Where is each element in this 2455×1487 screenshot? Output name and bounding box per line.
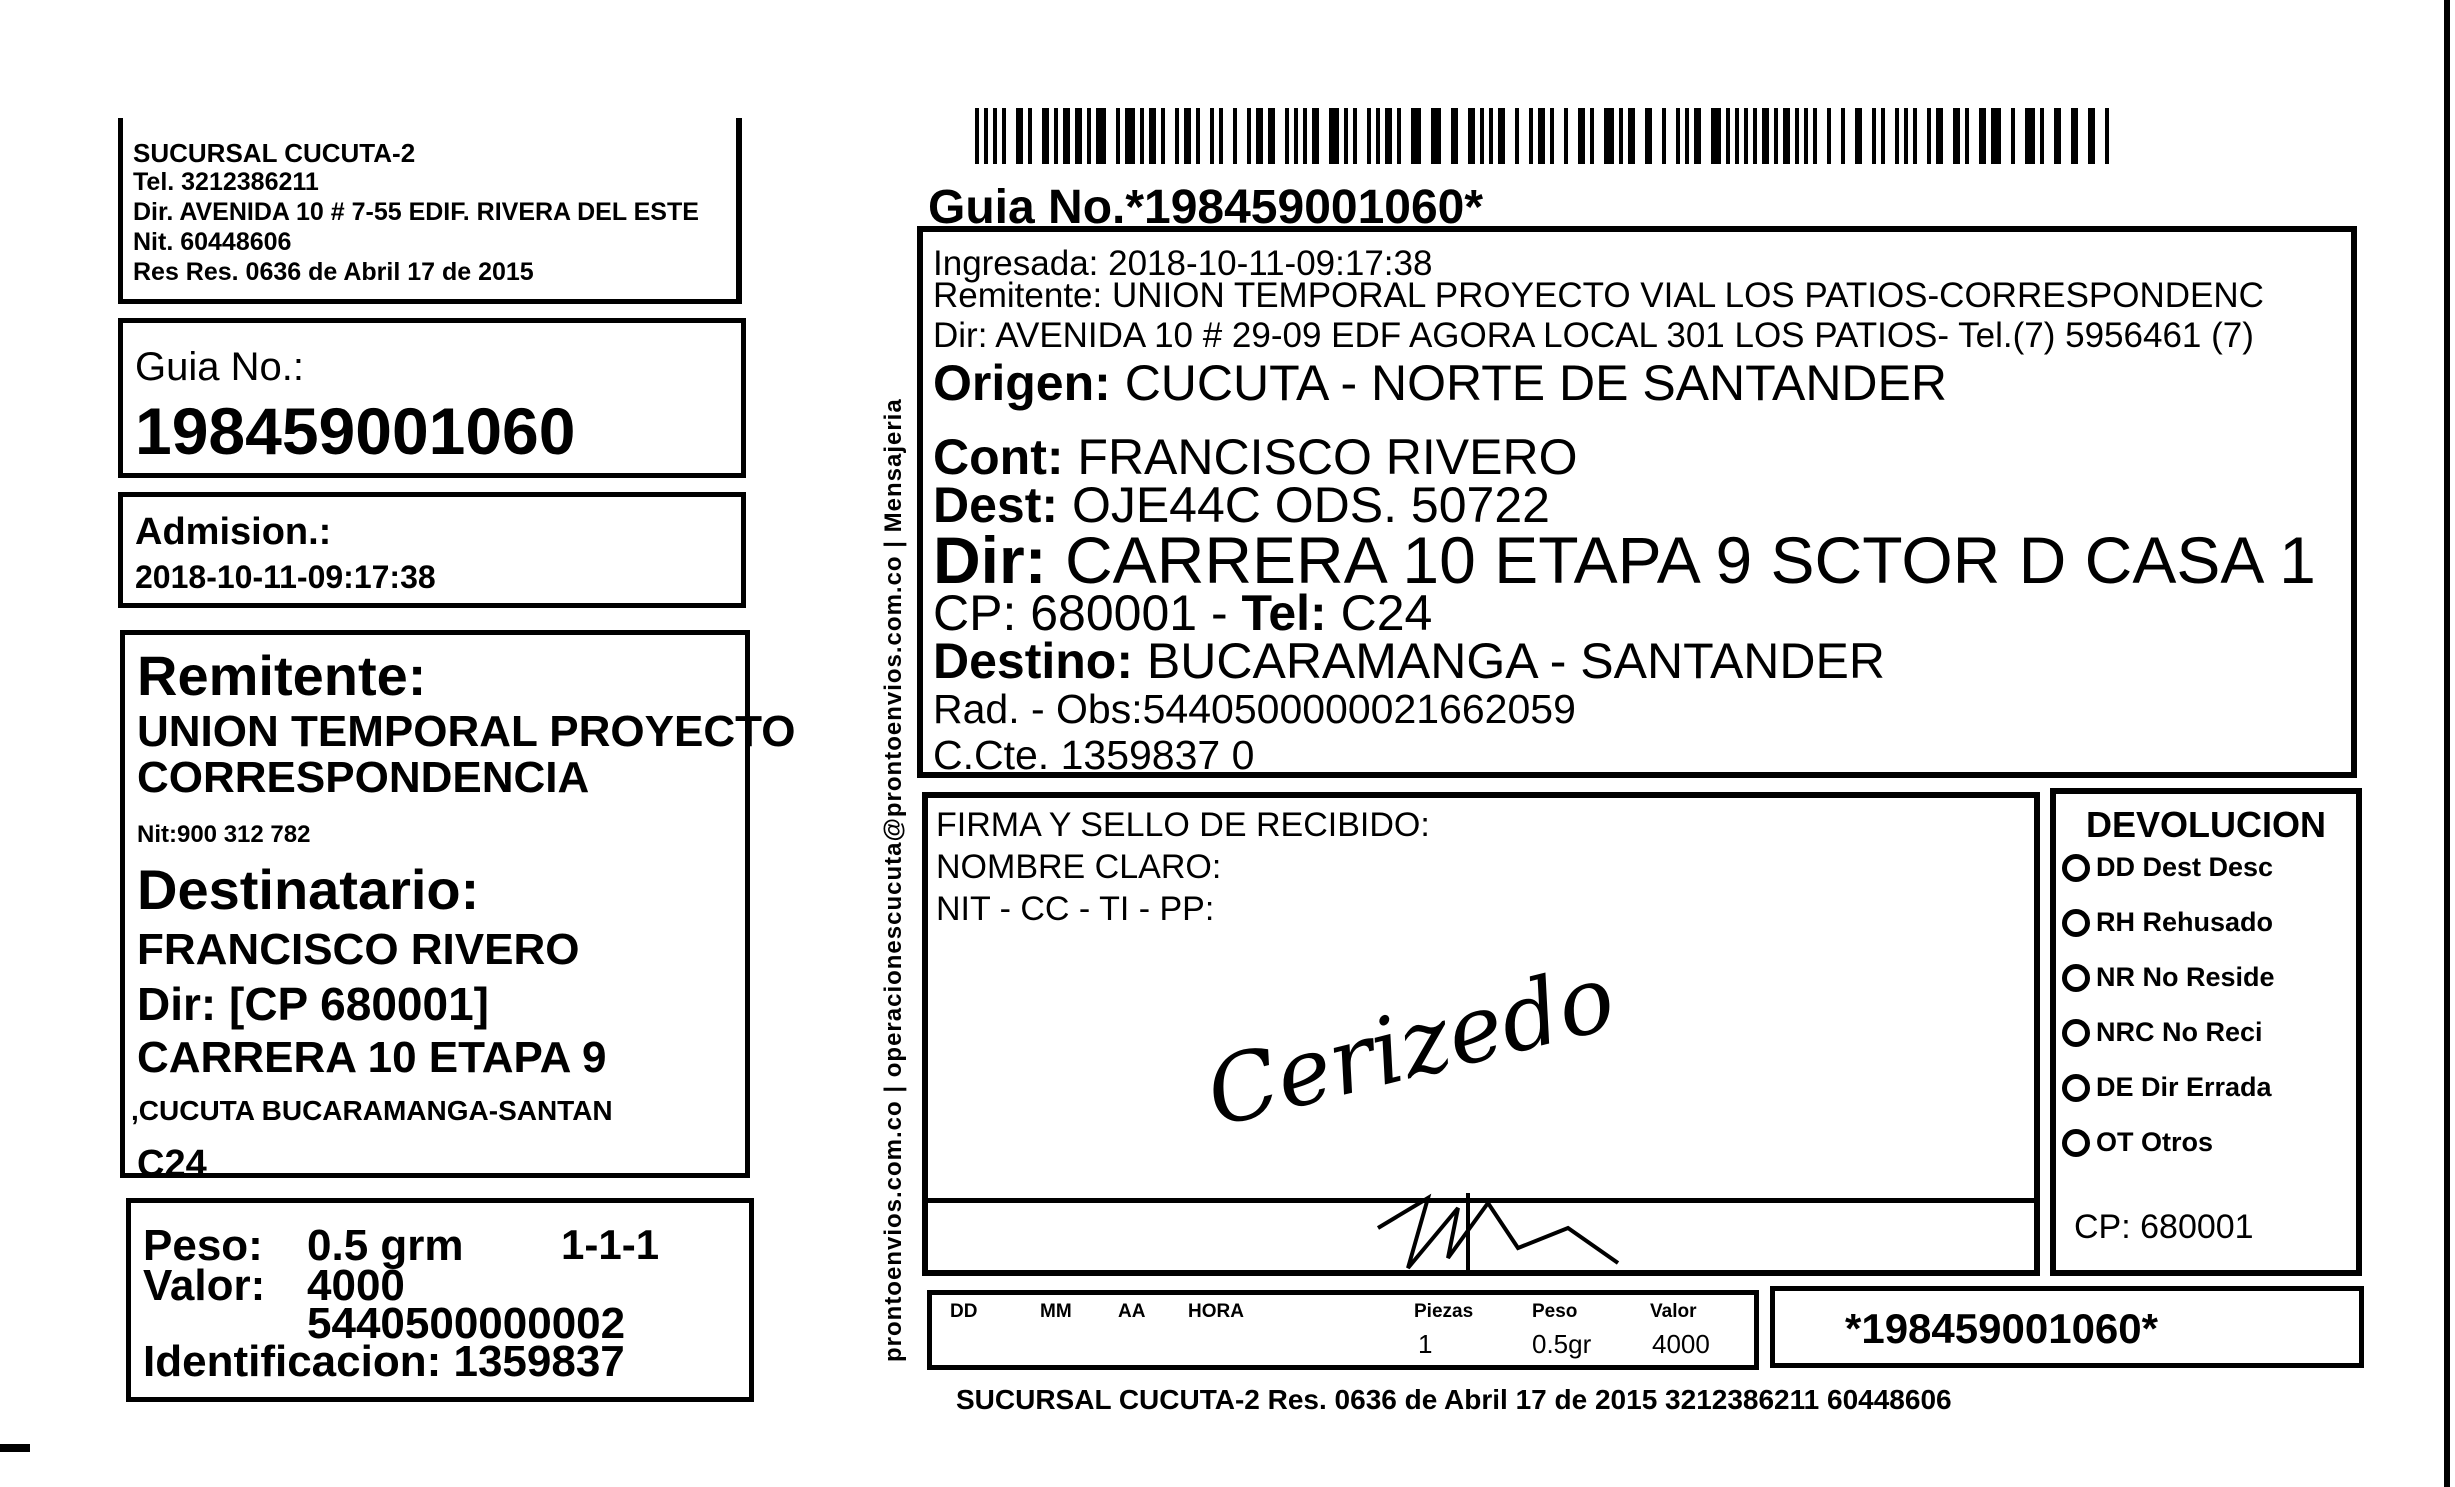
barcode-bar [1578,108,1585,164]
destinatario-address: CARRERA 10 ETAPA 9 [137,1033,607,1082]
barcode-bar [1590,108,1594,164]
barcode-bar [1376,108,1380,164]
destinatario-dir: Dir: [CP 680001] [137,978,489,1030]
barcode-bar [1312,108,1319,164]
barcode-bar [1927,108,1931,164]
barcode-bar [1054,108,1058,164]
devolucion-option-label: NRC No Reci [2096,1017,2263,1047]
table-header-cell: DD [950,1301,978,1322]
origen-value: CUCUTA - NORTE DE SANTANDER [1124,355,1947,411]
barcode-bar [1913,108,1917,164]
devolucion-option-label: DD Dest Desc [2096,852,2274,882]
cp-value: CP: 680001 - [933,585,1242,641]
dir-remitente-line: Dir: AVENIDA 10 # 29-09 EDF AGORA LOCAL 301 LOS PATIOS- Tel.(7) 5956461 (7) [933,316,2254,355]
remitente-nit: Nit:900 312 782 [137,821,311,848]
barcode-bar [1979,108,1986,164]
devolucion-option-checkbox[interactable] [2062,1074,2090,1102]
barcode-bar [1247,108,1251,164]
devolucion-box [2050,788,2362,1276]
barcode-bar [1538,108,1545,164]
table-peso: 0.5gr [1532,1329,1592,1359]
firma-line1: FIRMA Y SELLO DE RECIBIDO: [936,806,1430,844]
barcode-bar [1184,108,1191,164]
ccte-line: C.Cte. 1359837 0 [933,732,1255,778]
barcode-bar [1827,108,1831,164]
barcode-bar [1268,108,1275,164]
barcode-bar [1353,108,1357,164]
remitente-line1: UNION TEMPORAL PROYECTO [137,707,796,756]
branch-nit: Nit. 60448606 [133,228,292,256]
barcode-bar [1711,108,1721,164]
barcode-bar [1431,108,1441,164]
devolucion-option-label: OT Otros [2096,1127,2214,1157]
admision-label: Admision.: [135,511,332,553]
cont-value: FRANCISCO RIVERO [1077,429,1578,485]
barcode-bar [1515,108,1519,164]
barcode-bar [1904,108,1908,164]
table-header-cell: Peso [1532,1301,1578,1322]
barcode-bar [1175,108,1179,164]
tel-value: C24 [1340,585,1433,641]
barcode-bar [1468,108,1475,164]
barcode-top [975,108,2120,164]
cont-label: Cont: [933,429,1064,485]
pieces-count: 1-1-1 [561,1221,660,1268]
ingresada-line: Ingresada: 2018-10-11-09:17:38 [933,244,1433,283]
barcode-bar [1344,108,1348,164]
barcode-bar [1063,108,1070,164]
valor-label: Valor: [143,1261,266,1310]
dir-dest-label: Dir: [933,523,1047,597]
barcode-bar [1219,108,1223,164]
barcode-bar [2071,108,2078,164]
barcode-bar [1096,108,1106,164]
branch-address: Dir. AVENIDA 10 # 7-55 EDIF. RIVERA DEL ESTE [133,198,699,226]
barcode-bar [1480,108,1484,164]
barcode-bar [1397,108,1401,164]
barcode-bar [1498,108,1505,164]
destinatario-tel: C24 [137,1143,207,1185]
barcode-bar [975,108,979,164]
barcode-bar [1726,108,1730,164]
guide-table-box [927,1290,1759,1370]
dir-dest-value: CARRERA 10 ETAPA 9 SCTOR D CASA 1 [1065,523,2316,597]
barcode-bar [1285,108,1289,164]
stamp-scribble [1368,1188,1628,1278]
origen-line [933,354,1947,412]
barcode-bar [1140,108,1144,164]
barcode-bar [1028,108,1032,164]
origen-label: Origen: [933,355,1111,411]
barcode-bar [2088,108,2095,164]
table-header-cell: MM [1040,1301,1072,1322]
barcode-bar [1116,108,1120,164]
barcode-bar [1991,108,2001,164]
guia-box [118,318,746,478]
table-valor: 4000 [1652,1329,1710,1359]
barcode-bar [1149,108,1156,164]
devolucion-option-checkbox[interactable] [2062,909,2090,937]
barcode-bar [2025,108,2035,164]
valor-value: 4000 [307,1261,405,1310]
barcode-bar [1489,108,1493,164]
branch-name: SUCURSAL CUCUTA-2 [133,138,416,168]
barcode-bar [1619,108,1623,164]
barcode-bar [1804,108,1808,164]
barcode-bar [1161,108,1165,164]
barcode-bar [1550,108,1554,164]
rad-line: Rad. - Obs:5440500000021662059 [933,686,1576,732]
barcode-bar [1895,108,1899,164]
right-guia-title: Guia No.*198459001060* [928,181,1484,234]
barcode-bar [1753,108,1757,164]
table-header-cell: Piezas [1414,1301,1474,1322]
barcode-bar [1685,108,1689,164]
barcode-text-box [1770,1286,2364,1368]
table-header-cell: AA [1118,1301,1146,1322]
firma-line3: NIT - CC - TI - PP: [936,890,1215,928]
remitente-line2: CORRESPONDENCIA [137,753,590,802]
barcode-bar [1367,108,1371,164]
devolucion-option-label: RH Rehusado [2096,907,2274,937]
table-header-cell: Valor [1650,1301,1697,1322]
barcode-bar [2011,108,2015,164]
destino-label: Destino: [933,633,1133,689]
barcode-bar [2054,108,2061,164]
barcode-bar [1604,108,1614,164]
barcode-bar [993,108,997,164]
peso-value: 0.5 grm [307,1221,464,1270]
barcode-bar [1774,108,1778,164]
reference-number: 5440500000002 [307,1299,626,1348]
devolucion-option-checkbox[interactable] [2062,1129,2090,1157]
firma-line2: NOMBRE CLARO: [936,848,1222,886]
barcode-bar [1662,108,1666,164]
signature: Cerizedo [1196,943,1625,1148]
devolucion-option-label: NR No Reside [2096,962,2275,992]
barcode-bar [2105,108,2109,164]
barcode-bar [1628,108,1635,164]
admision-box [118,492,746,608]
devolucion-option-checkbox[interactable] [2062,1019,2090,1047]
barcode-bar [984,108,988,164]
barcode-bar [1303,108,1307,164]
barcode-bar [1762,108,1769,164]
barcode-bar [1881,108,1885,164]
remitente-label: Remitente: [137,644,427,707]
barcode-bar [1411,108,1421,164]
barcode-bar [2040,108,2044,164]
barcode-bar [1075,108,1082,164]
barcode-bar [1002,108,1006,164]
parties-box [120,630,796,1185]
scan-edge-mark [0,1444,30,1452]
barcode-text: *198459001060* [1845,1305,2158,1352]
destinatario-name: FRANCISCO RIVERO [137,925,580,974]
dest-label: Dest: [933,477,1059,533]
scan-edge-line [2444,0,2450,1487]
guia-label: Guia No.: [135,345,304,389]
footer-text: SUCURSAL CUCUTA-2 Res. 0636 de Abril 17 de 2015 3212386211 60448606 [956,1384,1952,1415]
barcode-bar [1564,108,1568,164]
barcode-bar [1841,108,1845,164]
barcode-bar [1783,108,1790,164]
barcode-bar [1016,108,1023,164]
table-header-cell: HORA [1188,1301,1244,1322]
devolucion-option-checkbox[interactable] [2062,964,2090,992]
barcode-bar [1795,108,1799,164]
barcode-bar [1196,108,1200,164]
barcode-bar [1042,108,1049,164]
barcode-bar [1694,108,1701,164]
barcode-bar [1872,108,1876,164]
dest-value: OJE44C ODS. 50722 [1071,477,1550,533]
summary-box [126,1198,754,1402]
barcode-bar [1965,108,1969,164]
admision-datetime: 2018-10-11-09:17:38 [135,559,436,595]
table-piezas: 1 [1418,1329,1433,1359]
barcode-bar [1744,108,1748,164]
barcode-bar [1529,108,1533,164]
barcode-bar [1813,108,1817,164]
barcode-bar [1735,108,1739,164]
devolucion-cp: CP: 680001 [2074,1208,2254,1246]
destinatario-label: Destinatario: [137,858,480,921]
barcode-bar [1676,108,1680,164]
remitente-line: Remitente: UNION TEMPORAL PROYECTO VIAL LOS PATIOS-CORRESPONDENC [933,276,2264,315]
barcode-bar [1451,108,1458,164]
destino-line [933,632,1885,690]
barcode-bar [1294,108,1298,164]
details-box [917,226,2357,778]
devolucion-option-checkbox[interactable] [2062,854,2090,882]
barcode-bar [1210,108,1214,164]
devolucion-title: DEVOLUCION [2086,804,2327,845]
barcode-bar [1233,108,1237,164]
barcode-bar [1645,108,1652,164]
peso-label: Peso: [143,1221,263,1270]
destino-value: BUCARAMANGA - SANTANDER [1146,633,1885,689]
branch-resolution: Res Res. 0636 de Abril 17 de 2015 [133,258,534,286]
guia-number: 198459001060 [135,394,576,468]
identificacion: Identificacion: 1359837 [143,1337,625,1386]
barcode-bar [1087,108,1091,164]
destinatario-city: ,CUCUTA BUCARAMANGA-SANTAN [131,1095,613,1126]
devolucion-option-label: DE Dir Errada [2096,1072,2272,1102]
firma-box [922,792,2040,1276]
branch-info-box [118,118,742,304]
vertical-contact-text: prontoenvios.com.co | operacionescucuta@prontoenvios.com.co | Mensajeria [880,398,907,1362]
barcode-bar [1256,108,1263,164]
barcode-bar [1385,108,1392,164]
branch-tel: Tel. 3212386211 [133,168,319,196]
barcode-bar [1953,108,1960,164]
tel-label: Tel: [1241,585,1327,641]
barcode-bar [1936,108,1943,164]
barcode-bar [1855,108,1862,164]
barcode-bar [1125,108,1135,164]
barcode-bar [1329,108,1339,164]
